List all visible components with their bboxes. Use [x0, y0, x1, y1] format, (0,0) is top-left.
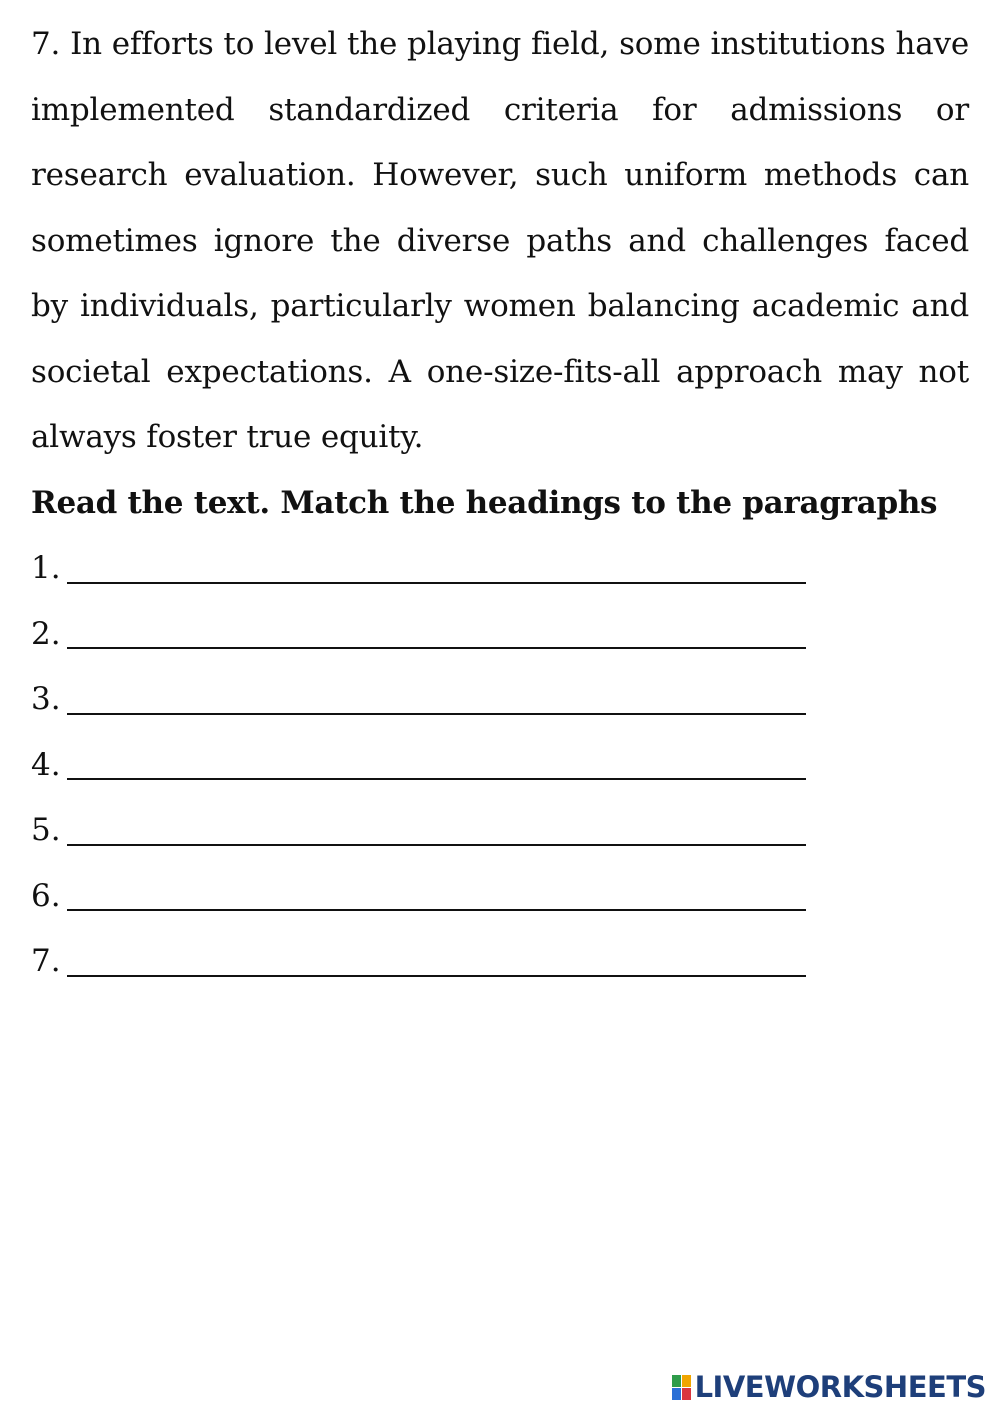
answer-field-3[interactable] — [67, 713, 806, 715]
logo-square-orange — [682, 1375, 691, 1387]
worksheet-page — [31, 12, 969, 995]
answer-row-1 — [31, 536, 969, 602]
answer-number: 2. — [31, 615, 61, 652]
logo-square-green — [672, 1375, 681, 1387]
answer-number: 7. — [31, 943, 61, 979]
answer-number: 4. — [31, 746, 61, 783]
answer-field-1[interactable] — [67, 582, 806, 584]
answer-field-4[interactable] — [67, 778, 806, 780]
answer-row-7 — [31, 929, 969, 995]
logo-square-red — [682, 1388, 691, 1400]
logo-text: LIVEWORKSHEETS — [694, 1370, 986, 1404]
answer-field-7[interactable] — [67, 975, 806, 977]
answer-number: 6. — [31, 877, 61, 914]
answer-row-6 — [31, 864, 969, 930]
answer-number: 5. — [31, 812, 61, 848]
answer-row-3 — [31, 667, 969, 733]
answer-field-6[interactable] — [67, 909, 806, 911]
answer-row-4 — [31, 733, 969, 799]
answer-field-5[interactable] — [67, 844, 806, 846]
answer-field-2[interactable] — [67, 647, 806, 649]
logo-square-blue — [672, 1388, 681, 1400]
instruction-heading: Read the text. Match the headings to the paragraphs — [31, 484, 938, 521]
answer-row-2 — [31, 602, 969, 668]
liveworksheets-logo — [672, 1370, 986, 1404]
answer-number: 3. — [31, 681, 61, 717]
answer-number: 1. — [31, 550, 61, 586]
answer-row-5 — [31, 798, 969, 864]
liveworksheets-logo-icon — [672, 1375, 691, 1400]
answer-list — [31, 536, 969, 995]
paragraph-7: 7. In efforts to level the playing field, some institutions have implemented standardized criteria for admissions or research evaluation. However, such uniform methods can sometimes ignore the diverse paths and challenges faced by individuals, particularly women balancing academic and societal expectations. A one-size-fits-all approach may not always foster true equity. — [31, 26, 969, 455]
